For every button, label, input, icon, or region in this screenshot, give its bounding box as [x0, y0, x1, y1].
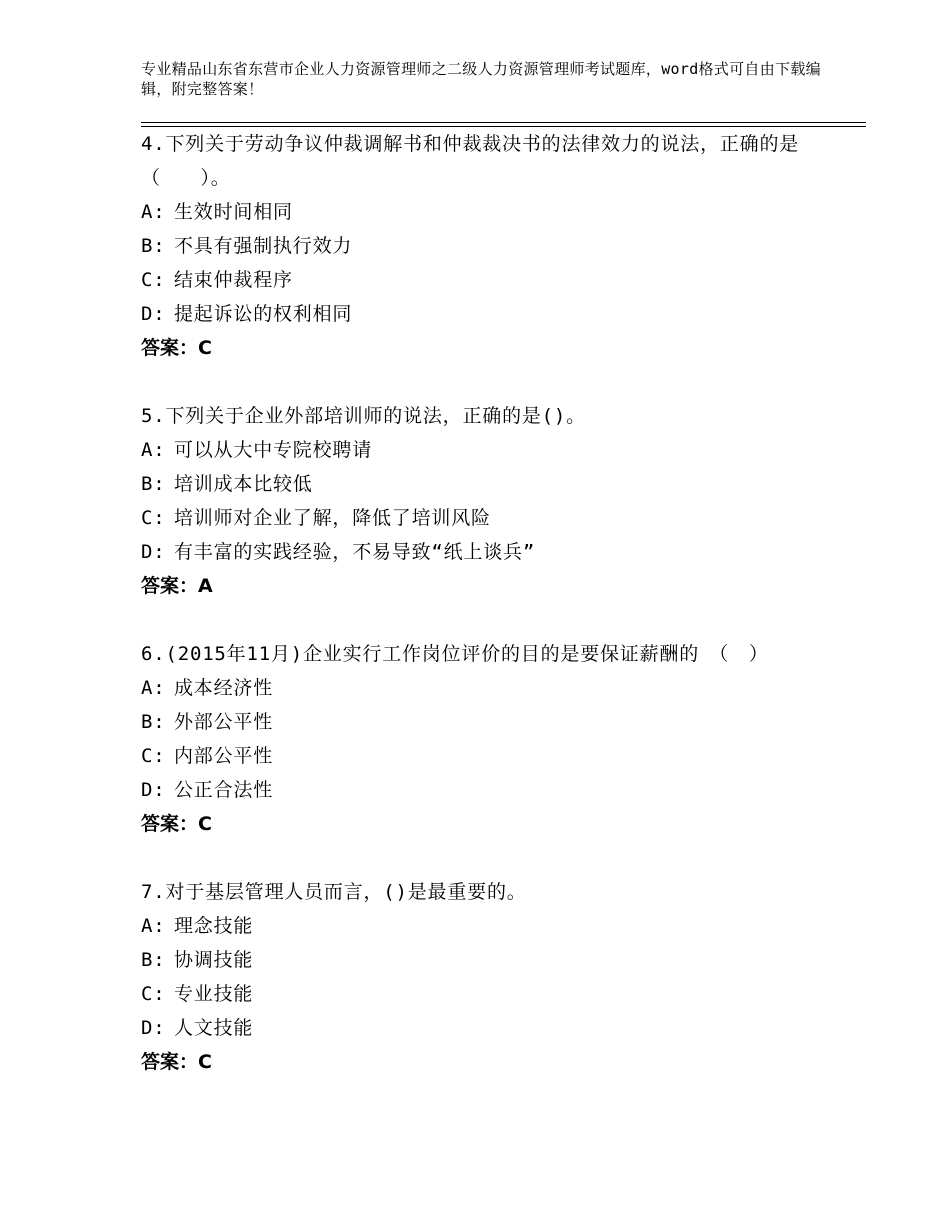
answer-label: 答案：A [141, 575, 213, 597]
option-text: 有丰富的实践经验，不易导致“纸上谈兵” [174, 541, 536, 563]
answer-label: 答案：C [141, 813, 212, 835]
option-a [141, 433, 831, 467]
answer-label: 答案：C [141, 337, 212, 359]
option-text: 理念技能 [174, 915, 254, 937]
answer-label: 答案：C [141, 1051, 212, 1073]
question-5 [141, 399, 831, 603]
header-rule-top [141, 122, 866, 123]
option-text: 专业技能 [174, 983, 254, 1005]
question-stem: 4.下列关于劳动争议仲裁调解书和仲裁裁决书的法律效力的说法，正确的是（ ）。 [141, 133, 800, 189]
option-key: D: [141, 541, 166, 563]
question-list [141, 127, 831, 1113]
option-key: C: [141, 745, 166, 767]
option-text: 生效时间相同 [174, 201, 293, 223]
option-text: 培训师对企业了解，降低了培训风险 [174, 507, 491, 529]
option-key: D: [141, 779, 166, 801]
option-key: B: [141, 235, 166, 257]
option-key: A: [141, 201, 166, 223]
option-key: C: [141, 269, 166, 291]
option-text: 成本经济性 [174, 677, 274, 699]
option-d [141, 535, 831, 569]
question-6 [141, 637, 831, 841]
question-stem: 6.(2015年11月)企业实行工作岗位评价的目的是要保证薪酬的 （ ） [141, 643, 769, 665]
option-key: A: [141, 915, 166, 937]
option-key: D: [141, 303, 166, 325]
option-key: B: [141, 711, 166, 733]
question-7 [141, 875, 831, 1079]
option-a [141, 909, 831, 943]
option-key: A: [141, 439, 166, 461]
option-key: B: [141, 473, 166, 495]
option-c [141, 263, 831, 297]
option-b [141, 467, 831, 501]
option-d [141, 773, 831, 807]
option-key: C: [141, 507, 166, 529]
option-text: 外部公平性 [174, 711, 274, 733]
option-a [141, 195, 831, 229]
option-text: 内部公平性 [174, 745, 274, 767]
option-d [141, 1011, 831, 1045]
option-d [141, 297, 831, 331]
question-4 [141, 127, 831, 365]
option-key: A: [141, 677, 166, 699]
option-b [141, 229, 831, 263]
document-header: 专业精品山东省东营市企业人力资源管理师之二级人力资源管理师考试题库，word格式可自由下载编辑，附完整答案！ [141, 60, 821, 98]
option-b [141, 943, 831, 977]
option-text: 不具有强制执行效力 [174, 235, 353, 257]
option-text: 协调技能 [174, 949, 254, 971]
option-c [141, 501, 831, 535]
option-text: 公正合法性 [174, 779, 274, 801]
option-b [141, 705, 831, 739]
question-stem: 5.下列关于企业外部培训师的说法，正确的是()。 [141, 405, 586, 427]
option-text: 培训成本比较低 [174, 473, 313, 495]
option-text: 可以从大中专院校聘请 [174, 439, 373, 461]
option-c [141, 977, 831, 1011]
option-text: 提起诉讼的权利相同 [174, 303, 353, 325]
question-stem: 7.对于基层管理人员而言，()是最重要的。 [141, 881, 527, 903]
option-text: 人文技能 [174, 1017, 254, 1039]
option-c [141, 739, 831, 773]
option-key: B: [141, 949, 166, 971]
option-key: C: [141, 983, 166, 1005]
option-a [141, 671, 831, 705]
option-key: D: [141, 1017, 166, 1039]
option-text: 结束仲裁程序 [174, 269, 293, 291]
